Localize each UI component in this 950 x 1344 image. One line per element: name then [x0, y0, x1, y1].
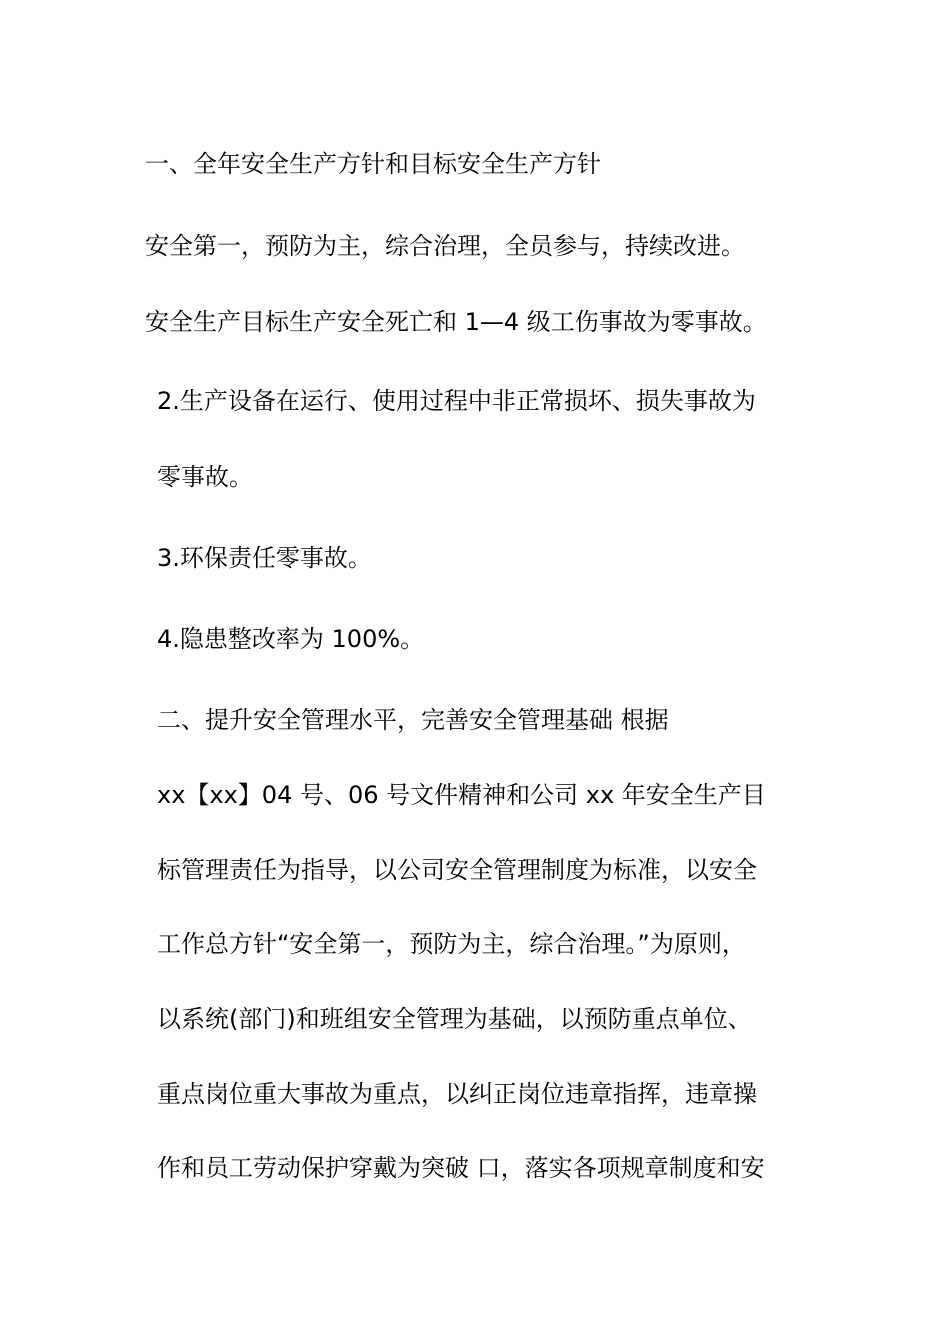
paragraph-line: 安全第一，预防为主，综合治理，全员参与，持续改进。: [145, 232, 745, 260]
paragraph-line: 作和员工劳动保护穿戴为突破 口，落实各项规章制度和安: [157, 1154, 765, 1182]
section-heading-2: 二、提升安全管理水平，完善安全管理基础 根据: [157, 706, 669, 734]
list-item-3: 3.环保责任零事故。: [157, 544, 372, 572]
list-item-2-continued: 零事故。: [157, 463, 253, 491]
list-item-2: 2.生产设备在运行、使用过程中非正常损坏、损失事故为: [157, 387, 756, 415]
paragraph-line: 安全生产目标生产安全死亡和 1—4 级工伤事故为零事故。: [145, 308, 767, 336]
paragraph-line: xx【xx】04 号、06 号文件精神和公司 xx 年安全生产目: [157, 781, 766, 809]
paragraph-line: 以系统(部门)和班组安全管理为基础，以预防重点单位、: [157, 1005, 752, 1033]
paragraph-line: 标管理责任为指导，以公司安全管理制度为标准，以安全: [157, 856, 757, 884]
paragraph-line: 重点岗位重大事故为重点，以纠正岗位违章指挥，违章操: [157, 1080, 757, 1108]
paragraph-line: 工作总方针“安全第一，预防为主，综合治理。”为原则，: [157, 930, 746, 958]
section-heading-1: 一、全年安全生产方针和目标安全生产方针: [145, 150, 601, 178]
list-item-4: 4.隐患整改率为 100%。: [157, 625, 425, 653]
